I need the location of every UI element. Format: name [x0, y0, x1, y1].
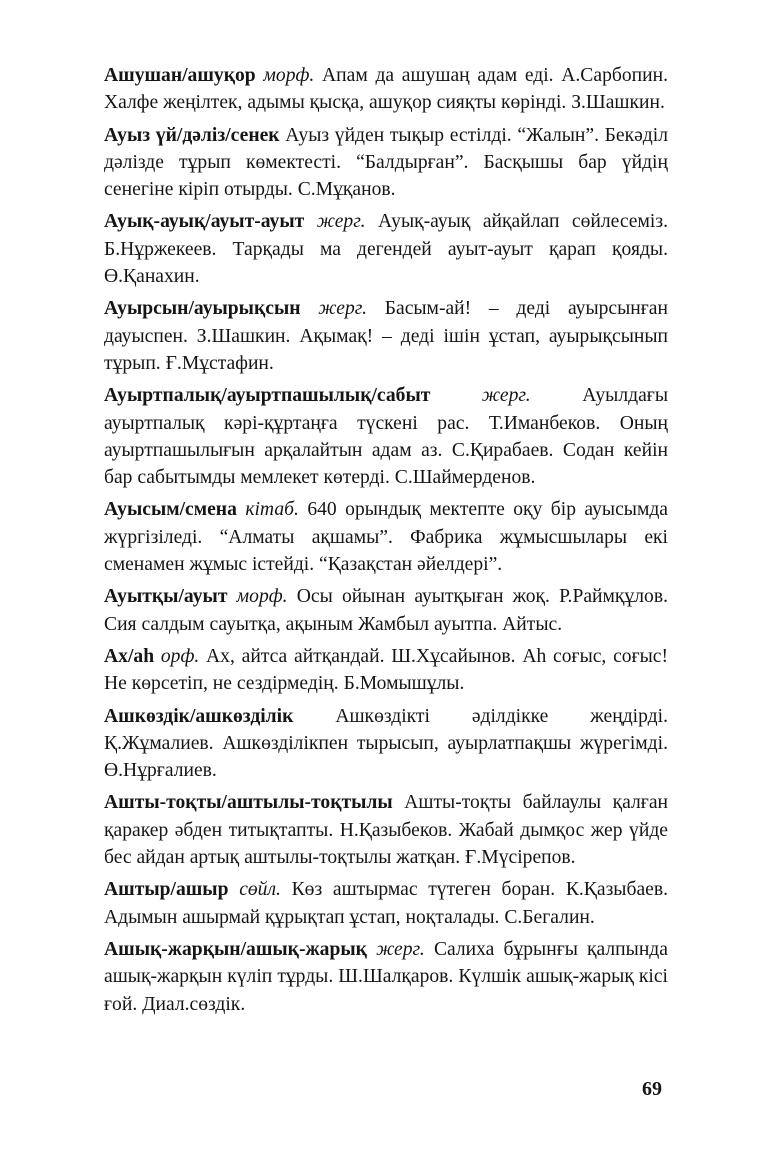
dictionary-entry [104, 876, 668, 931]
entry-text: Басым-ай! – деді ауырсынған дауыспен. З.Шашкин. Ақымақ! – деді ішін ұстап, ауырықсынып тұрып. Ғ.Мұстафин. [104, 298, 668, 374]
dictionary-entry [104, 789, 668, 871]
dictionary-entry [104, 382, 668, 491]
dictionary-entry [104, 936, 668, 1018]
entry-label: кітаб. [245, 499, 299, 521]
entry-headword: Аштыр/ашыр [104, 879, 229, 901]
entry-label: морф. [263, 65, 315, 86]
entry-headword: Ауық-ауық/ауыт-ауыт [104, 211, 305, 233]
entry-headword: Ашты-тоқты/аштылы-тоқтылы [104, 792, 393, 814]
dictionary-entry [104, 295, 668, 377]
entry-label: жерг. [376, 938, 425, 960]
entry-text: Салиха бұрынғы қалпында ашық-жарқын күліп тұрды. Ш.Шалқаров. Күлшік ашық-жарық кісі ғой. Диал.сөздік. [104, 938, 668, 1015]
dictionary-entry [104, 583, 668, 638]
entry-label: орф. [160, 645, 200, 667]
entry-headword: Ауытқы/ауыт [104, 586, 228, 608]
entry-headword: Ауырсын/ауырықсын [104, 298, 301, 320]
entry-label: жерг. [318, 298, 368, 320]
dictionary-entry [104, 643, 668, 698]
dictionary-entry [104, 703, 668, 785]
entry-text: Ашты-тоқты байлаулы қалған қаракер әбден титықтапты. Н.Қазыбеков. Жабай дымқос жер үйде бес айдан артық аштылы-тоқтылы жатқан. Ғ.Мүсірепов. [104, 792, 669, 869]
entry-headword: Ах/аһ [104, 645, 155, 667]
entry-text: Ауыз үйден тықыр естілді. “Жалын”. Бекәділ дәлізде тұрып көмектесті. “Балдырған”. Басқышы бар үйдің сенегіне кіріп отырды. С.Мұқанов. [104, 124, 668, 201]
page-number: 69 [642, 1078, 662, 1100]
entry-text: Ауылдағы ауыртпалық кәрі-құртаңға түскені рас. Т.Иманбеков. Оның ауыртпашылығын арқалайтын адам аз. С.Қирабаев. Содан кейін бар сабытымды мемлекет көтерді. С.Шаймерденов. [104, 385, 668, 489]
dictionary-page [104, 62, 668, 1023]
entry-text: Ашкөздікті әділдікке жеңдірді. Қ.Жұмалиев. Ашкөзділікпен тырысып, ауырлатпақшы жүрегімді. Ө.Нұрғалиев. [104, 705, 668, 782]
entry-text: 640 орындық мектепте оқу бір ауысымда жүргізіледі. “Алматы ақшамы”. Фабрика жұмысшылары екі сменамен жұмыс істейді. “Қазақстан әйелдері”. [104, 499, 669, 576]
dictionary-entry [104, 496, 668, 578]
entry-text: Осы ойынан ауытқыған жоқ. Р.Раймқұлов. Сия салдым сауытқа, ақыным Жамбыл ауытпа. Айтыс. [104, 586, 668, 635]
entry-text: Көз аштырмас түтеген боран. К.Қазыбаев. Адымын ашырмай құрықтап ұстап, ноқталады. С.Бегалин. [104, 879, 668, 928]
entry-headword: Ауысым/смена [104, 499, 237, 521]
entry-headword: Ашушан/ашуқор [104, 65, 256, 86]
entry-text: Ах, айтса айтқандай. Ш.Хұсайынов. Аһ соғыс, соғыс! Не көрсетіп, не сездірмедің. Б.Момышұлы. [104, 645, 668, 695]
dictionary-entry [104, 208, 668, 290]
entry-headword: Ауыртпалық/ауыртпашылық/сабыт [104, 385, 431, 407]
entry-headword: Ауыз үй/дәліз/сенек [104, 124, 280, 146]
dictionary-entry [104, 62, 668, 117]
entry-headword: Ашық-жарқын/ашық-жарық [104, 938, 367, 960]
entry-label: морф. [236, 586, 288, 608]
entry-label: жерг. [316, 211, 366, 233]
entry-headword: Ашкөздік/ашкөзділік [104, 705, 294, 727]
entry-label: жерг. [481, 385, 531, 407]
entry-text: Апам да ашушаң адам еді. А.Сарбопин. Халфе жеңілтек, адымы қысқа, ашуқор сияқты көрінді. З.Шашкин. [104, 65, 668, 114]
entry-text: Ауық-ауық айқайлап сөйлесеміз. Б.Нұржекеев. Тарқады ма дегендей ауыт-ауыт қарап қояды. Ө.Қанахин. [104, 211, 668, 288]
dictionary-entry [104, 122, 668, 204]
entry-label: сөйл. [239, 879, 281, 901]
